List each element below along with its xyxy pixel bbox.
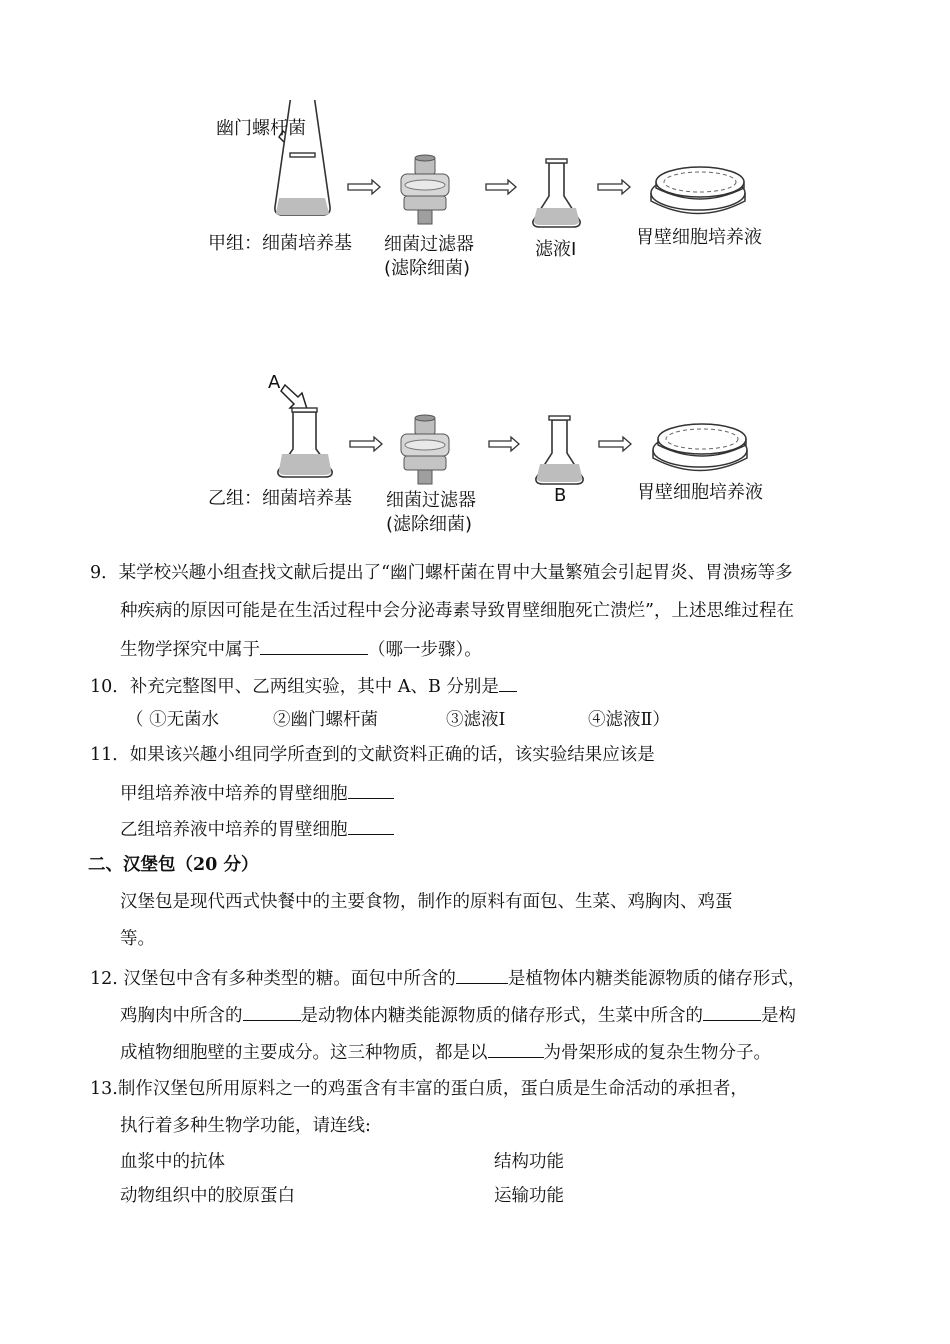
q12-line1 [90, 967, 805, 989]
filter-note: (滤除细菌) [384, 258, 471, 279]
q12-line3-a: 成植物细胞壁的主要成分。这三种物质，都是以 [120, 1043, 488, 1063]
input-arrow-icon [281, 385, 307, 409]
q12-line3-b: 为骨架形成的复杂生物分子。 [543, 1043, 771, 1063]
culture-flask-icon [278, 408, 332, 477]
q9-line1: 9．某学校兴趣小组查找文献后提出了“幽门螺杆菌在胃中大量繁殖会引起胃炎、胃溃疡等多 [90, 563, 793, 583]
q10-opt4: ④滤液Ⅱ） [588, 710, 670, 730]
petri-dish-icon [651, 167, 745, 214]
q12-line3 [120, 1041, 771, 1063]
q13-line2: 执行着多种生物学功能，请连线: [120, 1116, 371, 1136]
filtrate-flask-icon [536, 416, 583, 484]
group-label: 甲组：细菌培养基 [208, 233, 352, 254]
section2-intro-line2: 等。 [120, 929, 155, 949]
q11-answer-blank-a[interactable] [348, 782, 394, 799]
q12-blank-3[interactable] [703, 1004, 761, 1021]
q10-opt2: ②幽门螺杆菌 [273, 710, 378, 730]
flow-arrow-3-icon [598, 180, 630, 194]
q11-line2 [120, 782, 394, 804]
q12-line2-b: 是动物体内糖类能源物质的储存形式，生菜中所含的 [300, 1006, 703, 1026]
bacteria-filter-icon [401, 415, 449, 484]
q12-line2-c: 是构 [761, 1006, 796, 1026]
q13-right-item-2[interactable]: 运输功能 [494, 1186, 564, 1206]
q11-line3 [120, 818, 394, 840]
flow-arrow-3-icon [599, 437, 631, 451]
diagram-a-graphics [0, 100, 950, 290]
filter-label: 细菌过滤器 [386, 490, 476, 511]
petri-dish-icon [653, 424, 747, 471]
q11-answer-blank-b[interactable] [348, 818, 394, 835]
filtrate-flask-icon [533, 159, 580, 227]
filter-label: 细菌过滤器 [384, 234, 474, 255]
q10-text: 10．补充完整图甲、乙两组实验，其中 A、B 分别是 [90, 677, 499, 697]
flow-arrow-2-icon [489, 437, 519, 451]
q11-group-b: 乙组培养液中培养的胃壁细胞 [120, 820, 348, 840]
q11-line1: 11．如果该兴趣小组同学所查到的文献资料正确的话，该实验结果应该是 [90, 745, 655, 765]
q12-line1-a: 12. 汉堡包中含有多种类型的糖。面包中所含的 [90, 969, 456, 989]
q12-blank-2[interactable] [243, 1004, 301, 1021]
input-label: A [268, 372, 281, 393]
q12-blank-1[interactable] [456, 967, 508, 984]
dish-label: 胃壁细胞培养液 [636, 227, 762, 248]
q13-left-item-2[interactable]: 动物组织中的胶原蛋白 [120, 1186, 295, 1206]
q9-line3-pre: 生物学探究中属于 [120, 640, 260, 660]
q12-blank-4[interactable] [488, 1041, 544, 1058]
flow-arrow-1-icon [348, 180, 380, 194]
filter-note: (滤除细菌) [386, 514, 473, 535]
input-label: 幽门螺杆菌 [216, 118, 306, 139]
q12-line1-b: 是植物体内糖类能源物质的储存形式， [507, 969, 806, 989]
experiment-diagram-group-b [0, 358, 950, 538]
dish-label: 胃壁细胞培养液 [637, 482, 763, 503]
q10-opt1: （ ①无菌水 [126, 710, 220, 730]
q11-group-a: 甲组培养液中培养的胃壁细胞 [120, 784, 348, 804]
q9-answer-blank[interactable] [260, 638, 368, 655]
q10-opt3: ③滤液Ⅰ [446, 710, 506, 730]
filtrate-label: B [554, 485, 567, 506]
q12-line2 [120, 1004, 796, 1026]
experiment-diagram-group-a [0, 100, 950, 290]
bacteria-filter-icon [401, 155, 449, 224]
q13-right-item-1[interactable]: 结构功能 [494, 1152, 564, 1172]
q10-answer-blank[interactable] [499, 675, 517, 692]
q9-line3 [120, 638, 482, 660]
section2-intro-line1: 汉堡包是现代西式快餐中的主要食物，制作的原料有面包、生菜、鸡胸肉、鸡蛋 [120, 892, 733, 912]
q13-left-item-1[interactable]: 血浆中的抗体 [120, 1152, 225, 1172]
flow-arrow-2-icon [486, 180, 516, 194]
q13-line1: 13.制作汉堡包所用原料之一的鸡蛋含有丰富的蛋白质，蛋白质是生命活动的承担者， [90, 1079, 748, 1099]
q9-line2: 种疾病的原因可能是在生活过程中会分泌毒素导致胃壁细胞死亡溃烂”，上述思维过程在 [120, 601, 794, 621]
flow-arrow-1-icon [350, 437, 382, 451]
section2-heading: 二、汉堡包（20 分） [88, 855, 259, 875]
q12-line2-a: 鸡胸肉中所含的 [120, 1006, 243, 1026]
q9-line3-post: （哪一步骤）。 [368, 640, 482, 660]
group-label: 乙组：细菌培养基 [208, 488, 352, 509]
q10-line1 [90, 675, 517, 697]
filtrate-label: 滤液I [535, 239, 577, 260]
